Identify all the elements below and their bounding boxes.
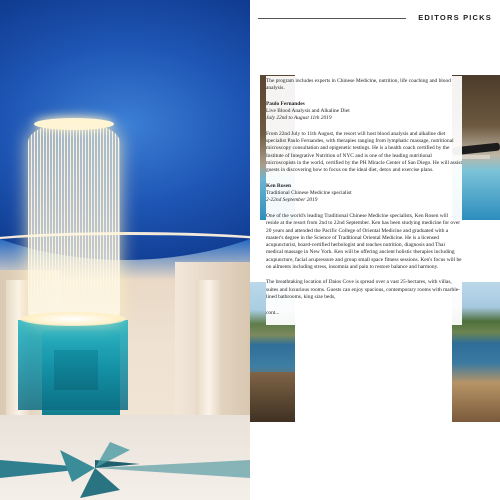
pool-glow	[18, 320, 128, 410]
intro-paragraph: The program includes experts in Chinese Medicine, nutrition, life coaching and blood analysis.	[266, 78, 451, 92]
section-label: EDITORS PICKS	[418, 13, 492, 22]
chandelier	[28, 122, 120, 322]
speaker-block-rosen	[266, 183, 462, 205]
article-text	[266, 76, 462, 325]
continued-marker: cont...	[266, 309, 280, 316]
speaker-title: Live Blood Analysis and Alkaline Diet	[266, 108, 350, 115]
speaker-dates: July 22nd to August 11th 2019	[266, 115, 332, 122]
column-right	[196, 280, 222, 420]
photo-terrace-left	[250, 372, 295, 422]
speaker-name: Paulo Fernandes	[266, 100, 305, 107]
lounger	[460, 155, 490, 159]
speaker-title: Traditional Chinese Medicine specialist	[266, 190, 352, 197]
rosen-bio: One of the world's leading Traditional Chinese Medicine specialists, Ken Rosen will reside at the resort from 2nd to 22nd September. Ken has been studying medicine for over 20 years and attended the Pacific College of Oriental Medicine and graduated with a master's degree in the Science of Traditional Oriental Medicine. He is a licensed acupuncturist, board-certified herbologist and teaches nutrition, diagnosis and Thai medical massage in New York. Ken will be offering ancient holistic therapies including acupuncture, facial acupressure and group small space fitness sessions. Ken's focus will be on ailments including stress, insomnia and pain to restore balance and harmony.	[266, 212, 462, 270]
right-page	[250, 0, 500, 500]
speaker-block-fernandes	[266, 101, 462, 123]
fernandes-bio: From 22nd July to 11th August, the resort will host blood analysis and alkaline diet specialist Paulo Fernandes, with therapies ranging from lymphatic massage, nutritional microscopy consultation and epigenetic testings. He is a health coach certified by the Institute of Integrative Nutrition of NYC and is one of the leading nutritional microscopists in the world, certified by the PH Miracle Center of San Diego. He will assist guests in discovering how to focus on the ideal diet, detox and exercise plans.	[266, 130, 462, 174]
speaker-name: Ken Rosen	[266, 182, 292, 189]
speaker-dates: 2-22nd September 2019	[266, 197, 318, 204]
header-rule	[258, 18, 406, 19]
chandelier-base	[20, 312, 126, 326]
compass-rose-floor	[0, 420, 250, 500]
closing-paragraph: The breathtaking location of Daios Cove is spread over a vast 25-hectares, with villas, suites and luxurious rooms. Guests can enjoy spacious, contemporary rooms with marble-lined bathrooms, king size beds,	[266, 279, 460, 301]
